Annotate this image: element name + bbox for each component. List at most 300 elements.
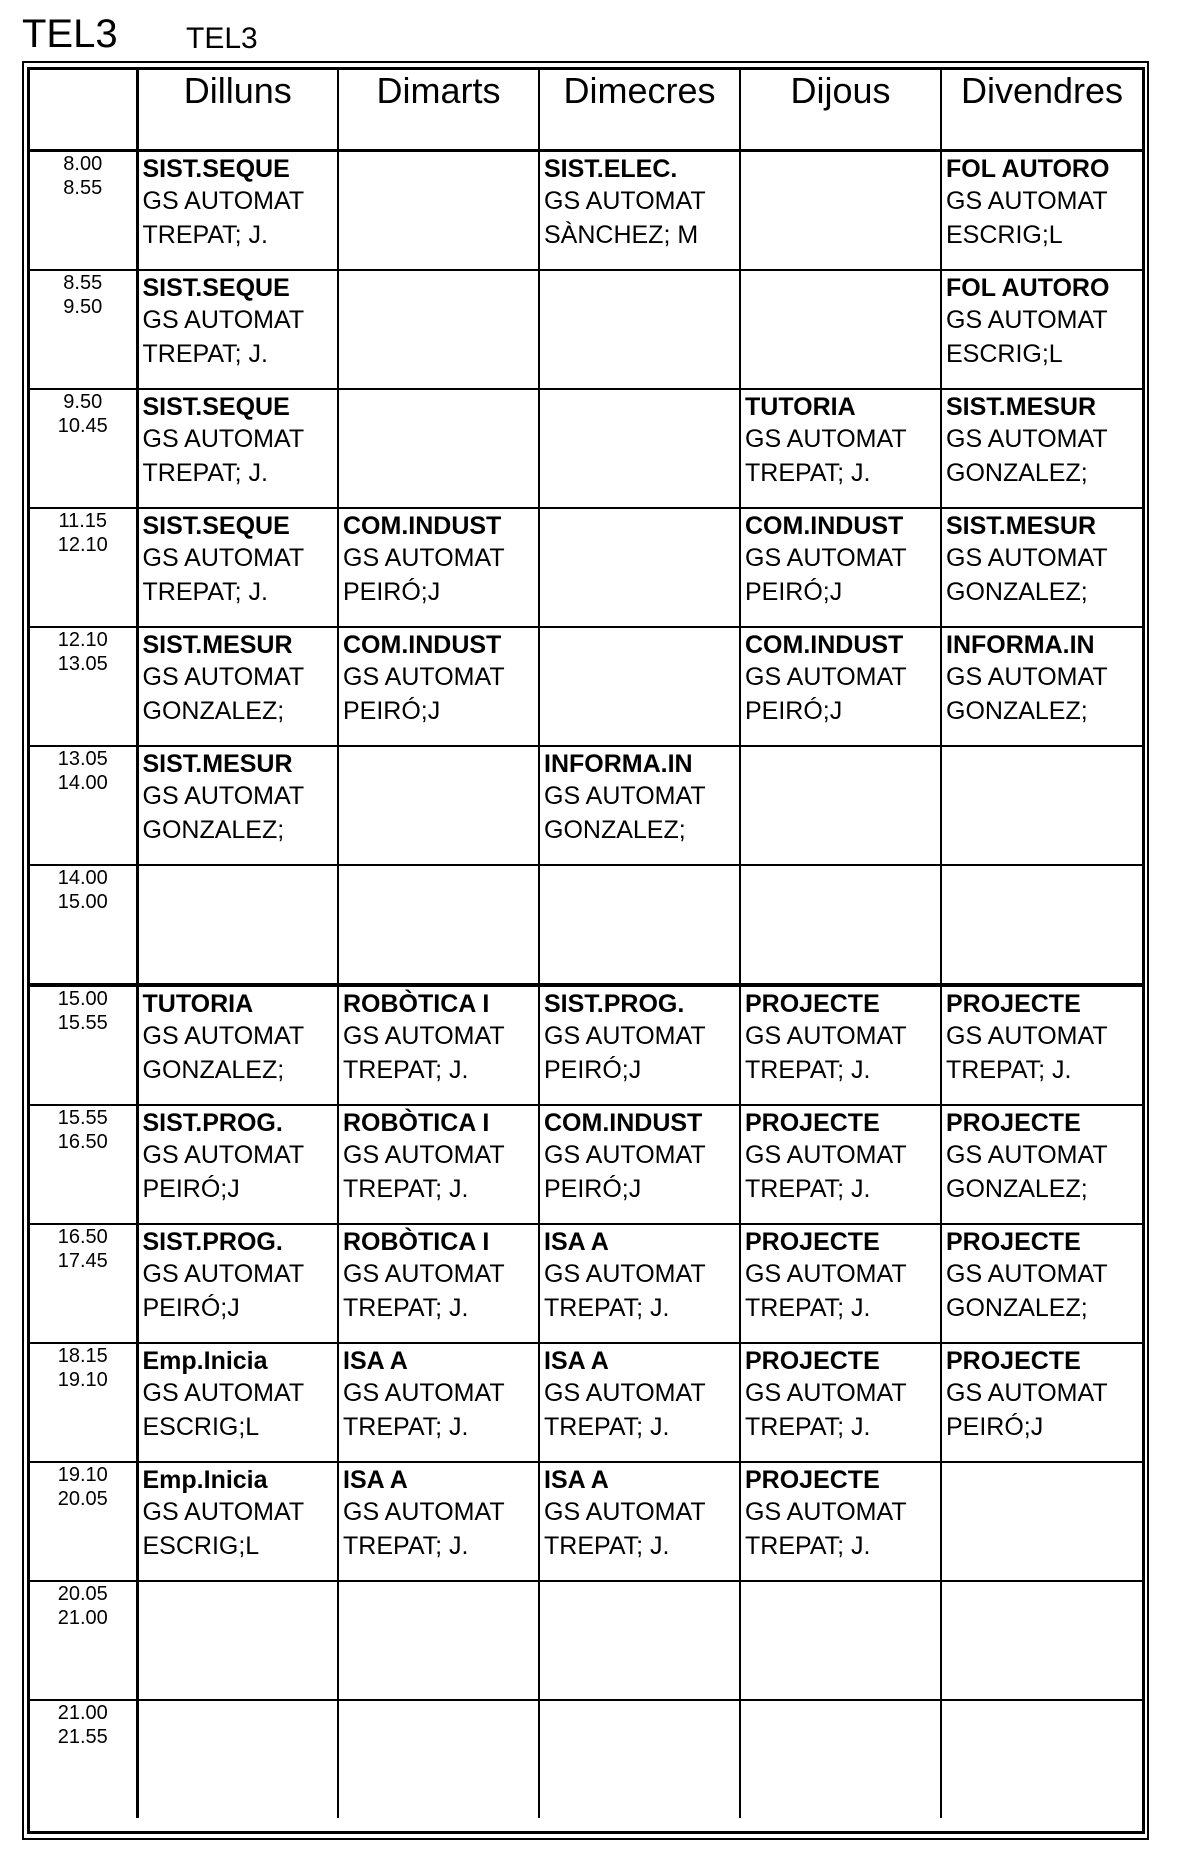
class-entry	[339, 1463, 538, 1563]
slot-end-time: 20.05	[57, 1488, 108, 1510]
subject-label: COM.INDUST	[343, 512, 502, 540]
teacher-label: TREPAT; J.	[544, 1532, 670, 1560]
schedule-cell	[338, 1105, 539, 1224]
corner-cell	[30, 70, 137, 151]
slot-start-time: 13.05	[57, 748, 108, 770]
time-slot-row	[30, 1581, 1142, 1700]
subject-label: PROJECTE	[946, 1228, 1081, 1256]
schedule-cell	[740, 985, 941, 1105]
class-entry	[339, 987, 538, 1087]
schedule-cell	[941, 985, 1142, 1105]
time-cell	[30, 627, 137, 746]
group-label: GS AUTOMAT	[142, 425, 305, 453]
schedule-cell	[740, 151, 941, 271]
schedule-cell	[941, 1105, 1142, 1224]
subject-label: ISA A	[343, 1466, 408, 1494]
slot-end-time: 13.05	[57, 653, 108, 675]
class-entry	[942, 987, 1142, 1087]
schedule-cell	[338, 389, 539, 508]
slot-end-time: 15.00	[57, 891, 108, 913]
time-slot-row	[30, 1700, 1142, 1818]
group-label: GS AUTOMAT	[544, 1379, 706, 1407]
class-entry	[741, 1344, 940, 1444]
slot-end-time: 21.55	[57, 1726, 108, 1748]
schedule-cell	[137, 508, 338, 627]
schedule-cell	[740, 1581, 941, 1700]
schedule-cell	[941, 865, 1142, 985]
schedule-cell	[137, 746, 338, 865]
time-cell	[30, 1224, 137, 1343]
schedule-cell	[941, 1581, 1142, 1700]
group-label: GS AUTOMAT	[745, 544, 907, 572]
teacher-label: TREPAT; J.	[142, 340, 268, 368]
teacher-label: TREPAT; J.	[142, 578, 268, 606]
schedule-cell	[137, 1462, 338, 1581]
class-entry	[741, 509, 940, 609]
schedule-cell	[539, 627, 740, 746]
subject-label: Emp.Inicia	[142, 1347, 268, 1375]
schedule-cell	[740, 389, 941, 508]
teacher-label: TREPAT; J.	[343, 1413, 469, 1441]
schedule-cell	[941, 151, 1142, 271]
schedule-cell	[338, 1462, 539, 1581]
schedule-cell	[338, 746, 539, 865]
page-title: TEL3	[22, 12, 118, 56]
subject-label: SIST.MESUR	[946, 393, 1097, 421]
teacher-label: GONZALEZ;	[946, 1175, 1088, 1203]
teacher-label: ESCRIG;L	[142, 1413, 260, 1441]
class-entry	[540, 1225, 739, 1325]
subject-label: ROBÒTICA I	[343, 1228, 490, 1256]
time-slot-row	[30, 865, 1142, 985]
teacher-label: GONZALEZ;	[946, 578, 1088, 606]
class-entry	[139, 1463, 338, 1563]
schedule-cell	[338, 1700, 539, 1818]
time-slot-row	[30, 270, 1142, 389]
group-label: GS AUTOMAT	[142, 1022, 305, 1050]
schedule-cell	[539, 985, 740, 1105]
schedule-cell	[137, 1224, 338, 1343]
group-label: GS AUTOMAT	[946, 187, 1108, 215]
day-header-dimecres: Dimecres	[539, 70, 740, 151]
subject-label: SIST.MESUR	[946, 512, 1097, 540]
class-entry	[339, 1106, 538, 1206]
slot-start-time: 8.00	[63, 153, 103, 175]
class-entry	[139, 509, 338, 609]
time-cell	[30, 508, 137, 627]
schedule-cell	[539, 1105, 740, 1224]
schedule-cell	[941, 746, 1142, 865]
schedule-cell	[137, 1105, 338, 1224]
schedule-cell	[338, 865, 539, 985]
class-entry	[540, 1106, 739, 1206]
group-label: GS AUTOMAT	[142, 1379, 305, 1407]
time-slot-row	[30, 1462, 1142, 1581]
slot-end-time: 8.55	[63, 177, 103, 199]
slot-start-time: 11.15	[58, 510, 108, 532]
teacher-label: GONZALEZ;	[142, 697, 285, 725]
class-entry	[139, 747, 338, 847]
slot-start-time: 16.50	[57, 1226, 108, 1248]
class-entry	[540, 987, 739, 1087]
slot-start-time: 20.05	[57, 1583, 108, 1605]
time-cell	[30, 865, 137, 985]
subject-label: SIST.SEQUE	[142, 393, 290, 421]
group-label: GS AUTOMAT	[142, 306, 305, 334]
class-entry	[339, 1344, 538, 1444]
teacher-label: GONZALEZ;	[142, 1056, 285, 1084]
class-entry	[139, 1344, 338, 1444]
class-entry	[942, 390, 1142, 490]
schedule-cell	[740, 270, 941, 389]
slot-end-time: 9.50	[63, 296, 103, 318]
group-label: GS AUTOMAT	[745, 1498, 907, 1526]
slot-start-time: 14.00	[57, 867, 108, 889]
time-slot-row	[30, 508, 1142, 627]
schedule-cell	[338, 985, 539, 1105]
time-cell	[30, 1462, 137, 1581]
group-label: GS AUTOMAT	[544, 187, 706, 215]
time-slot-row	[30, 1224, 1142, 1343]
time-cell	[30, 1105, 137, 1224]
subject-label: ROBÒTICA I	[343, 1109, 490, 1137]
group-label: GS AUTOMAT	[142, 663, 305, 691]
class-entry	[741, 1463, 940, 1563]
class-entry	[741, 1225, 940, 1325]
teacher-label: TREPAT; J.	[745, 1294, 871, 1322]
slot-start-time: 15.00	[57, 988, 108, 1010]
schedule-cell	[539, 1224, 740, 1343]
class-entry	[540, 747, 739, 847]
schedule-cell	[539, 151, 740, 271]
schedule-cell	[740, 508, 941, 627]
slot-end-time: 19.10	[57, 1369, 108, 1391]
group-label: GS AUTOMAT	[745, 425, 907, 453]
teacher-label: PEIRÓ;J	[544, 1175, 642, 1203]
subject-label: FOL AUTORO	[946, 155, 1110, 183]
teacher-label: PEIRÓ;J	[142, 1294, 240, 1322]
subject-label: PROJECTE	[745, 1109, 880, 1137]
slot-start-time: 9.50	[63, 391, 103, 413]
subject-label: ISA A	[544, 1466, 609, 1494]
group-label: GS AUTOMAT	[946, 663, 1108, 691]
time-slot-row	[30, 746, 1142, 865]
schedule-cell	[137, 865, 338, 985]
subject-label: COM.INDUST	[745, 512, 904, 540]
group-label: GS AUTOMAT	[142, 544, 305, 572]
class-entry	[741, 987, 940, 1087]
schedule-cell	[740, 746, 941, 865]
schedule-cell	[941, 1343, 1142, 1462]
schedule-cell	[941, 1700, 1142, 1818]
subject-label: SIST.PROG.	[544, 990, 685, 1018]
class-entry	[942, 1106, 1142, 1206]
teacher-label: TREPAT; J.	[745, 1532, 871, 1560]
teacher-label: PEIRÓ;J	[946, 1413, 1044, 1441]
page-subtitle: TEL3	[186, 22, 258, 55]
subject-label: TUTORIA	[142, 990, 254, 1018]
schedule-cell	[539, 389, 740, 508]
time-cell	[30, 151, 137, 271]
schedule-cell	[338, 1581, 539, 1700]
class-entry	[139, 1225, 338, 1325]
subject-label: ROBÒTICA I	[343, 990, 490, 1018]
schedule-cell	[941, 1224, 1142, 1343]
subject-label: PROJECTE	[745, 1466, 880, 1494]
subject-label: ISA A	[343, 1347, 408, 1375]
schedule-cell	[539, 1343, 740, 1462]
schedule-cell	[137, 1700, 338, 1818]
slot-start-time: 15.55	[57, 1107, 108, 1129]
subject-label: SIST.ELEC.	[544, 155, 678, 183]
class-entry	[942, 509, 1142, 609]
group-label: GS AUTOMAT	[343, 1141, 505, 1169]
time-cell	[30, 1343, 137, 1462]
teacher-label: PEIRÓ;J	[343, 697, 441, 725]
time-cell	[30, 985, 137, 1105]
time-slot-row	[30, 389, 1142, 508]
class-entry	[339, 628, 538, 728]
group-label: GS AUTOMAT	[946, 1141, 1108, 1169]
teacher-label: ESCRIG;L	[946, 221, 1063, 249]
group-label: GS AUTOMAT	[544, 1141, 706, 1169]
schedule-cell	[539, 270, 740, 389]
time-cell	[30, 270, 137, 389]
slot-start-time: 12.10	[57, 629, 108, 651]
subject-label: COM.INDUST	[745, 631, 904, 659]
subject-label: SIST.MESUR	[142, 631, 293, 659]
teacher-label: ESCRIG;L	[946, 340, 1063, 368]
group-label: GS AUTOMAT	[745, 663, 907, 691]
subject-label: ISA A	[544, 1228, 609, 1256]
schedule-cell	[740, 1343, 941, 1462]
schedule-cell	[137, 270, 338, 389]
subject-label: ISA A	[544, 1347, 609, 1375]
slot-end-time: 10.45	[57, 415, 108, 437]
group-label: GS AUTOMAT	[343, 1379, 505, 1407]
class-entry	[741, 628, 940, 728]
class-entry	[942, 152, 1142, 252]
day-header-dilluns: Dilluns	[137, 70, 338, 151]
schedule-cell	[338, 270, 539, 389]
class-entry	[741, 1106, 940, 1206]
group-label: GS AUTOMAT	[142, 1498, 305, 1526]
slot-start-time: 21.00	[57, 1702, 108, 1724]
schedule-cell	[941, 508, 1142, 627]
teacher-label: PEIRÓ;J	[544, 1056, 642, 1084]
schedule-cell	[740, 1700, 941, 1818]
teacher-label: PEIRÓ;J	[745, 578, 843, 606]
time-slot-row	[30, 1343, 1142, 1462]
group-label: GS AUTOMAT	[142, 1141, 305, 1169]
class-entry	[139, 271, 338, 371]
schedule-cell	[941, 1462, 1142, 1581]
subject-label: PROJECTE	[946, 1347, 1081, 1375]
schedule-cell	[941, 627, 1142, 746]
schedule-cell	[338, 151, 539, 271]
teacher-label: TREPAT; J.	[946, 1056, 1072, 1084]
teacher-label: SÀNCHEZ; M	[544, 221, 699, 249]
subject-label: Emp.Inicia	[142, 1466, 268, 1494]
group-label: GS AUTOMAT	[745, 1141, 907, 1169]
schedule-cell	[941, 389, 1142, 508]
slot-start-time: 19.10	[57, 1464, 108, 1486]
schedule-cell	[740, 865, 941, 985]
teacher-label: GONZALEZ;	[946, 1294, 1088, 1322]
teacher-label: TREPAT; J.	[343, 1294, 469, 1322]
group-label: GS AUTOMAT	[946, 306, 1108, 334]
class-entry	[339, 1225, 538, 1325]
subject-label: SIST.SEQUE	[142, 274, 290, 302]
time-cell	[30, 746, 137, 865]
schedule-cell	[941, 270, 1142, 389]
group-label: GS AUTOMAT	[544, 1498, 706, 1526]
teacher-label: TREPAT; J.	[343, 1532, 469, 1560]
subject-label: PROJECTE	[946, 990, 1081, 1018]
teacher-label: GONZALEZ;	[946, 697, 1088, 725]
subject-label: PROJECTE	[745, 990, 880, 1018]
class-entry	[139, 152, 338, 252]
subject-label: PROJECTE	[745, 1228, 880, 1256]
slot-end-time: 12.10	[57, 534, 108, 556]
schedule-cell	[740, 627, 941, 746]
class-entry	[741, 390, 940, 490]
group-label: GS AUTOMAT	[544, 782, 706, 810]
slot-end-time: 15.55	[57, 1012, 108, 1034]
subject-label: INFORMA.IN	[946, 631, 1095, 659]
group-label: GS AUTOMAT	[343, 663, 505, 691]
subject-label: SIST.PROG.	[142, 1228, 283, 1256]
time-cell	[30, 1700, 137, 1818]
group-label: GS AUTOMAT	[745, 1022, 907, 1050]
schedule-cell	[137, 1581, 338, 1700]
group-label: GS AUTOMAT	[745, 1379, 907, 1407]
subject-label: PROJECTE	[946, 1109, 1081, 1137]
subject-label: SIST.SEQUE	[142, 155, 290, 183]
schedule-cell	[137, 627, 338, 746]
teacher-label: PEIRÓ;J	[745, 697, 843, 725]
teacher-label: GONZALEZ;	[946, 459, 1088, 487]
teacher-label: ESCRIG;L	[142, 1532, 260, 1560]
subject-label: TUTORIA	[745, 393, 856, 421]
schedule-cell	[539, 865, 740, 985]
schedule-cell	[338, 1343, 539, 1462]
subject-label: SIST.SEQUE	[142, 512, 290, 540]
group-label: GS AUTOMAT	[343, 544, 505, 572]
teacher-label: TREPAT; J.	[142, 221, 268, 249]
day-header-dimarts: Dimarts	[338, 70, 539, 151]
day-header-divendres: Divendres	[941, 70, 1142, 151]
class-entry	[139, 987, 338, 1087]
teacher-label: TREPAT; J.	[343, 1175, 469, 1203]
teacher-label: TREPAT; J.	[745, 1056, 871, 1084]
teacher-label: TREPAT; J.	[343, 1056, 469, 1084]
group-label: GS AUTOMAT	[343, 1498, 505, 1526]
subject-label: COM.INDUST	[544, 1109, 703, 1137]
subject-label: SIST.MESUR	[142, 750, 293, 778]
class-entry	[942, 1225, 1142, 1325]
teacher-label: GONZALEZ;	[142, 816, 285, 844]
schedule-cell	[539, 746, 740, 865]
class-entry	[942, 1344, 1142, 1444]
schedule-grid	[27, 67, 1145, 1834]
teacher-label: PEIRÓ;J	[142, 1175, 240, 1203]
subject-label: PROJECTE	[745, 1347, 880, 1375]
time-slot-row	[30, 1105, 1142, 1224]
group-label: GS AUTOMAT	[946, 1379, 1108, 1407]
subject-label: SIST.PROG.	[142, 1109, 283, 1137]
schedule-cell	[740, 1462, 941, 1581]
time-slot-row	[30, 985, 1142, 1105]
class-entry	[339, 509, 538, 609]
schedule-cell	[137, 151, 338, 271]
group-label: GS AUTOMAT	[946, 544, 1108, 572]
class-entry	[139, 1106, 338, 1206]
schedule-cell	[137, 389, 338, 508]
schedule-cell	[539, 1462, 740, 1581]
slot-end-time: 17.45	[57, 1250, 108, 1272]
schedule-cell	[740, 1224, 941, 1343]
group-label: GS AUTOMAT	[946, 425, 1108, 453]
time-cell	[30, 1581, 137, 1700]
group-label: GS AUTOMAT	[142, 1260, 305, 1288]
group-label: GS AUTOMAT	[142, 782, 305, 810]
schedule-cell	[338, 1224, 539, 1343]
slot-start-time: 18.15	[57, 1345, 108, 1367]
class-entry	[139, 390, 338, 490]
slot-end-time: 21.00	[57, 1607, 108, 1629]
group-label: GS AUTOMAT	[544, 1260, 706, 1288]
schedule-cell	[137, 985, 338, 1105]
group-label: GS AUTOMAT	[343, 1022, 505, 1050]
slot-end-time: 14.00	[57, 772, 108, 794]
header-row	[30, 70, 1142, 151]
schedule-cell	[338, 627, 539, 746]
teacher-label: TREPAT; J.	[745, 459, 871, 487]
class-entry	[540, 152, 739, 252]
teacher-label: TREPAT; J.	[544, 1413, 670, 1441]
group-label: GS AUTOMAT	[343, 1260, 505, 1288]
subject-label: INFORMA.IN	[544, 750, 693, 778]
group-label: GS AUTOMAT	[946, 1260, 1108, 1288]
time-cell	[30, 389, 137, 508]
teacher-label: GONZALEZ;	[544, 816, 686, 844]
group-label: GS AUTOMAT	[745, 1260, 907, 1288]
time-slot-row	[30, 151, 1142, 271]
subject-label: COM.INDUST	[343, 631, 502, 659]
schedule-cell	[137, 1343, 338, 1462]
teacher-label: TREPAT; J.	[142, 459, 268, 487]
schedule-cell	[338, 508, 539, 627]
teacher-label: TREPAT; J.	[745, 1413, 871, 1441]
schedule-cell	[539, 508, 740, 627]
day-header-dijous: Dijous	[740, 70, 941, 151]
teacher-label: PEIRÓ;J	[343, 578, 441, 606]
group-label: GS AUTOMAT	[142, 187, 305, 215]
slot-start-time: 8.55	[63, 272, 103, 294]
schedule-cell	[740, 1105, 941, 1224]
subject-label: FOL AUTORO	[946, 274, 1110, 302]
group-label: GS AUTOMAT	[946, 1022, 1108, 1050]
schedule-table	[30, 70, 1142, 1818]
class-entry	[139, 628, 338, 728]
class-entry	[942, 628, 1142, 728]
time-slot-row	[30, 627, 1142, 746]
group-label: GS AUTOMAT	[544, 1022, 706, 1050]
class-entry	[942, 271, 1142, 371]
class-entry	[540, 1463, 739, 1563]
schedule-cell	[539, 1581, 740, 1700]
